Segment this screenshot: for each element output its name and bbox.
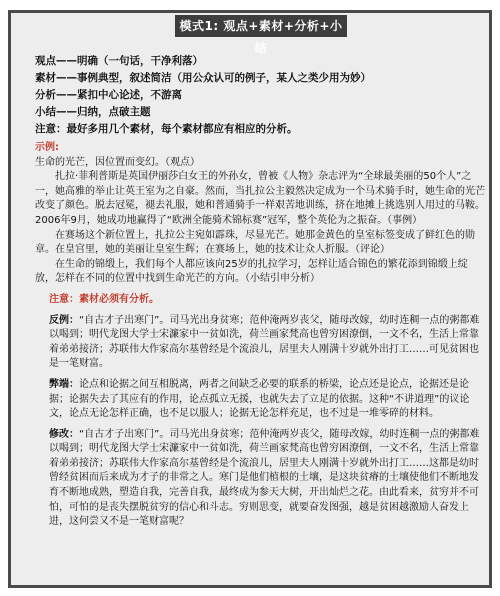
note-heading: 注意：素材必须有分析。	[49, 293, 159, 305]
content-frame	[8, 10, 492, 588]
rule-analysis: 分析——紧扣中心论述，不游离	[35, 89, 182, 101]
rule-material: 素材——事例典型，叙述简洁（用公众认可的例子，某人之类少用为妙）	[35, 72, 371, 84]
example-paragraph-1: 扎拉·菲利普斯是英国伊丽莎白女王的外孙女，曾被《人物》杂志评为“全球最美丽的50个人”之一，她高雅的举止让英王室为之自豪。然而，当扎拉公主毅然决定成为一个马术骑手时，她生命的光芒改变了颜色。脱去冠冕，褪去礼服，她和普通骑手一样艰苦地训练，挤在地摊上挑选别人用过的马鞍。2006年9月，她成功地赢得了“欧洲全能骑术锦标赛”冠军，整个英伦为之振奋。（事例）	[35, 171, 485, 226]
example-paragraph-3: 在生命的锦缎上，我们每个人都应该向25岁的扎拉学习，怎样让适合锦色的繁花添到锦缎上绽放，怎样在不同的位置中找到生命光芒的方向。（小结引申分析）	[35, 258, 468, 285]
section-title: 模式1: 观点+素材+分析+小结	[175, 15, 347, 37]
example-heading: 示例:	[35, 142, 59, 153]
revision-text: “自古才子出寒门”。司马光出身贫寒；范仲淹两岁丧父，随母改嫁，幼时连稠一点的粥都难以喝到；明代龙图大学士宋濂家中一贫如洗，荷兰画家梵高也曾穷困潦倒，一文不名，生活上常靠着弟弟接济；苏联伟大作家高尔基曾经是个流浪儿，居里夫人刚满十岁就外出打工……这都是幼时曾经贫困而后来成为才子的非常之人。寒门是他们植根的土壤，是这块贫瘠的土壤使他们不断地发育不断地成熟，塑造自我，完善自我，最终成为参天大树，开出灿烂之花。由此看来，贫穷并不可怕，可怕的是丧失摆脱贫穷的信心和斗志。穷则思变，就要奋发图强，越是贫困越激励人奋发上进，这何尝又不是一笔财富呢？	[49, 428, 480, 528]
counter-example-text: “自古才子出寒门”。司马光出身贫寒；范仲淹两岁丧父，随母改嫁，幼时连稠一点的粥都难以喝到；明代龙图大学士宋濂家中一贫如洗，荷兰画家梵高也曾穷困潦倒，一文不名，生活上常靠着弟弟接济；苏联伟大作家高尔基曾经是个流浪儿，居里夫人刚满十岁就外出打工……可见贫困也是一笔财富。	[49, 314, 480, 370]
rule-viewpoint: 观点——明确（一句话，干净利落）	[35, 55, 203, 67]
example-paragraph-2: 在赛场这个新位置上，扎拉公主宛如霹珠，尽显光芒。她那金黄色的皇室标签变成了鲜红色的勋章。在皇宫里，她的美丽让皇室生辉；在赛场上，她的技术让众人折服。（评论）	[35, 229, 475, 256]
document-body	[35, 53, 487, 530]
revision-paragraph	[35, 428, 487, 530]
counter-example-label: 反例：	[49, 314, 79, 326]
example-thesis: 生命的光芒，因位置而变幻。（观点）	[35, 156, 200, 168]
flaw-paragraph	[35, 378, 487, 422]
flaw-label: 弊端：	[49, 378, 79, 390]
rule-note: 注意：最好多用几个素材，每个素材都应有相应的分析。	[35, 123, 298, 135]
rule-summary: 小结——归纳，点破主题	[35, 106, 151, 118]
counter-example	[35, 314, 487, 372]
flaw-text: 论点和论据之间互相脱离，两者之间缺乏必要的联系的桥梁，论点还是论点，论据还是论据；论据失去了其应有的作用，论点孤立无援，也就失去了立足的依据。这种“不讲道理”的议论文，论点无论怎样正确，也不足以服人；论据无论怎样充足，也不过是一堆零碎的材料。	[49, 378, 470, 420]
revision-label: 修改：	[49, 428, 79, 440]
